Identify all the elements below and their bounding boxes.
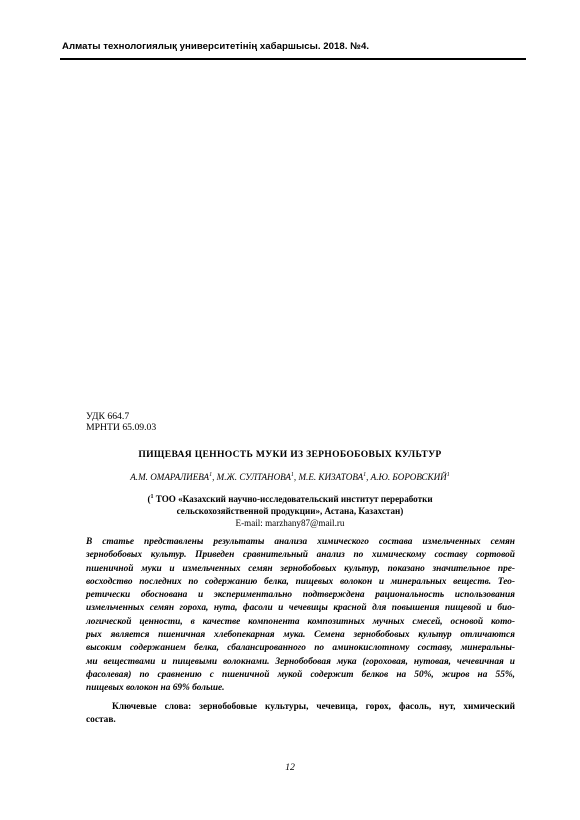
affiliation-line-2: сельскохозяйственной продукции», Астана, Казахстан) [176,506,404,516]
header-rule [60,58,526,60]
abstract-line: измельченных семян гороха, нута, фасоли и чечевицы красной для повышения пищевой и био- [86,603,515,614]
abstract-line: восходство последних по содержанию белка, пищевых волокон и минеральных веществ. Тео- [86,576,515,587]
author-name: А.Ю. БОРОВСКИЙ [370,472,447,482]
keywords [86,701,515,728]
abstract-line: пищевых волокон на 69% больше. [86,683,225,694]
abstract-line: фасолевая) по сравнению с пшеничной мукой содержит белков на 50%, жиров на 55%, [86,669,515,680]
author-affiliation-mark: 1 [363,471,367,478]
abstract-line: зернобобовых культур. Приведен сравнительный анализ по химическому составу сортовой [86,550,515,561]
author-affiliation-mark: 1 [290,471,294,478]
abstract [86,536,515,696]
affiliation-block [0,493,580,529]
author-name: М.Ж. СУЛТАНОВА [216,472,291,482]
author-affiliation-mark: 1 [209,471,213,478]
abstract-line: ми веществами и пищевыми волокнами. Зернобобовая мука (гороховая, нутовая, чечевичная и [86,656,515,667]
author-list: А.М. ОМАРАЛИЕВА$^1$, М.Ж. СУЛТАНОВА$^1$, М.Е. КИЗАТОВА$^1$, А.Ю. БОРОВСКИЙ$^1$ [130,471,450,482]
abstract-line: логической ценности, в качестве компонента композитных мучных смесей, основой кото- [86,616,515,627]
classification-codes [86,411,156,433]
abstract-line: рых является пшеничная хлебопекарная мука. Семена зернобобовых культур отличаются [86,630,515,641]
author-name: М.Е. КИЗАТОВА [298,472,364,482]
page-number: 12 [285,762,295,773]
affiliation-mark: 1 [150,493,154,500]
abstract-line: В статье представлены результаты анализа химического состава измельченных семян [86,537,515,547]
author-name: А.М. ОМАРАЛИЕВА [130,472,210,482]
udk-code: УДК 664.7 [86,411,130,422]
journal-running-header: Алматы технологиялық университетінің хабаршысы. 2018. №4. [62,41,370,52]
affiliation-line-1: ($^1$ ТОО «Казахский научно-исследовательский институт переработки [147,493,433,504]
author-email: E-mail: marzhany87@mail.ru [235,518,345,528]
keywords-line: состав. [86,715,116,726]
mrnti-code: МРНТИ 65.09.03 [86,422,157,433]
abstract-line: пшеничной муки и измельченных семян зернобобовых культур, показано значительное пре- [86,563,515,574]
keywords-line: Ключевые слова: зернобобовые культуры, чечевица, горох, фасоль, нут, химический [112,702,515,712]
abstract-line: ретически обоснована и экспериментально подтверждена рациональность использования [86,590,515,601]
author-affiliation-mark: 1 [446,471,450,478]
abstract-line: высоким содержанием белка, сбалансированного по аминокислотному составу, минеральны- [86,643,515,654]
article-title: ПИЩЕВАЯ ЦЕННОСТЬ МУКИ ИЗ ЗЕРНОБОБОВЫХ КУЛЬТУР [138,449,442,460]
